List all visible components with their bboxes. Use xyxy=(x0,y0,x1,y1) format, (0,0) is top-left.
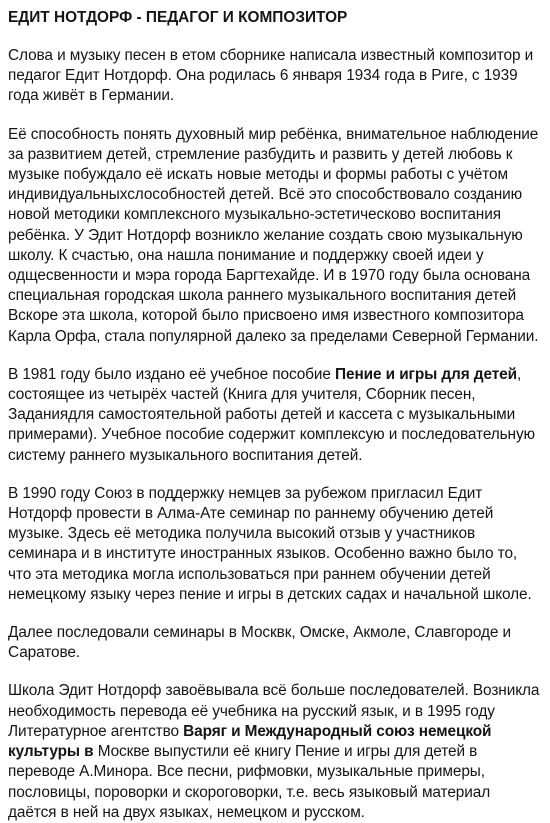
paragraph-methodology: Её способность понять духовный мир ребёнка, внимательное наблюдение за развитием детей, стремление разбудить и развить у детей любовь к музыке побуждало её искать новые методы и формы работы с учётом индивидуальныхслособностей детей. Всё это способствовало созданию новой методики комплексного музыкально-эстетическово воспитания ребёнка. У Эдит Нотдорф возникло желание создать свою музыкальную школу. К счастью, она нашла понимание и поддержку своей идеи у одщесвенности и мэра города Баргтехайде. И в 1970 году была основана специальная городская школа раннего музыкального воспитания детей Вскоре эта школа, которой было присвоено имя известного композитора Карла Орфа, стала популярной далеко за пределами Северной Германии. xyxy=(8,125,539,345)
paragraph-translation-text-before: Школа Эдит Нотдорф завоёвывала всё больше последователей. Возникла необходимость перевода её учебника на русский язык, и в 1995 году Литературное агентство xyxy=(8,682,540,740)
document-page xyxy=(8,8,540,823)
paragraph-textbook xyxy=(8,365,540,466)
paragraph-biography: Слова и музыку песен в етом сборнике написала известный композитор и педагог Едит Нотдорф. Она родилась 6 января 1934 года в Риге, с 1939 года живёт в Германии. xyxy=(8,47,534,105)
paragraph-translation-text-after: Москве выпустили её книгу Пение и игры для детей в переводе А.Минора. Все песни, рифмовки, музыкальные примеры, пословицы, пороворки и скороговорки, т.е. весь языковый материал даётся в ней на двух языках, немецком и русском. xyxy=(8,743,491,821)
paragraph-seminar-cities: Далее последовали семинары в Москвк, Омске, Акмоле, Славгороде и Саратове. xyxy=(8,624,512,662)
page-title: ЕДИТ НОТДОРФ - ПЕДАГОГ И КОМПОЗИТОР xyxy=(8,9,348,26)
publisher-name: Варяг и Международный союз немецкой культуры в xyxy=(8,722,492,761)
paragraph-textbook-text-after: , состоящее из четырёх частей (Книга для учителя, Сборник песен, Заданиядля самостоятельной работы детей и кассета с музыкальными примерами). Учебное пособие содержит комплексую и последовательную систему раннего музыкального воспитания детей. xyxy=(8,365,535,464)
paragraph-textbook-text-before: В 1981 году было издано её учебное пособие xyxy=(8,365,336,383)
paragraph-seminar: В 1990 году Союз в поддержку немцев за рубежом пригласил Едит Нотдорф провести в Алма-Ате семинар по раннему обучению детей музыке. Здесь её методика получила высокий отзыв у участников семинара и в институте иностранных языков. Особенно важно было то, что эта методика могла использоваться при раннем обучении детей немецкому языку через пение и игры в детских садах и начальной школе. xyxy=(8,484,532,603)
textbook-title: Пение и игры для детей xyxy=(335,365,517,383)
paragraph-translation xyxy=(8,681,540,822)
